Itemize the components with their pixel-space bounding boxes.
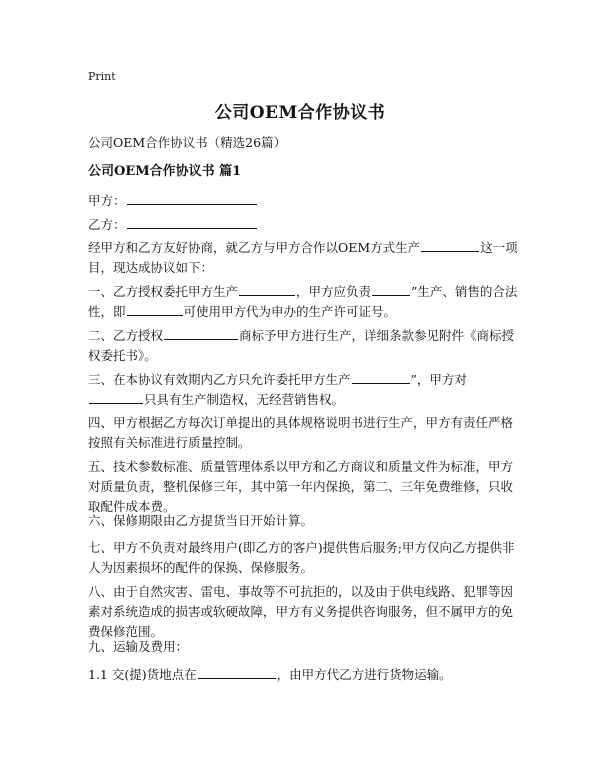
party-b-blank (127, 216, 257, 229)
party-a-blank (127, 192, 257, 205)
paragraph-intro-text-1: 经甲方和乙方友好协商，就乙方与甲方合作以OEM方式生产 (88, 240, 421, 255)
clause-2 (88, 326, 518, 366)
clause-1-text-1: 一、乙方授权委托甲方生产 (88, 284, 239, 299)
party-a-line (88, 191, 258, 209)
clause-3-blank-2 (89, 391, 143, 404)
party-a-label: 甲方： (88, 193, 126, 208)
clause-8: 八、由于自然灾害、雷电、事故等不可抗拒的，以及由于供电线路、犯罪等因素对系统造成的损害或软硬故障，甲方有义务提供咨询服务，但不属甲方的免费保修范围。 (88, 584, 514, 639)
clause-2-text-1: 二、乙方授权 (88, 328, 164, 343)
clause-1-blank-2 (372, 283, 410, 296)
section-title: 公司OEM合作协议书 篇1 (88, 164, 242, 179)
clause-1-blank-1 (239, 283, 295, 296)
clause-9: 九、运输及费用： (88, 639, 189, 654)
paragraph-intro (88, 238, 518, 278)
clause-5: 五、技术参数标准、质量管理体系以甲方和乙方商议和质量文件为标准，甲方对质量负责，整机保修三年，其中第一年内保换，第二、三年免费维修，只收取配件成本费。 (88, 459, 514, 514)
print-link[interactable]: Print (88, 70, 116, 83)
clause-6: 六、保修期限由乙方提货当日开始计算。 (88, 513, 314, 528)
paragraph-intro-text-2: 这一项目，现达成协议如下： (88, 240, 518, 275)
clause-9-1-text-1: 1.1 交(提)货地点在 (88, 667, 197, 682)
clause-3-blank-1 (352, 371, 410, 384)
clause-1-text-3: ”生产、销售的合法性，即 (88, 284, 518, 319)
clause-9-1 (88, 665, 452, 683)
clause-3-text-3: 只具有生产制造权，无经营销售权。 (144, 392, 345, 407)
clause-1-text-2: ，甲方应负责 (296, 284, 372, 299)
document-title: 公司OEM合作协议书 (214, 103, 386, 123)
clause-2-text-2: 商标予甲方进行生产，详细条款参见附件《商标授权委托书》。 (88, 328, 515, 363)
clause-3-text-1: 三、在本协议有效期内乙方只允许委托甲方生产 (88, 372, 351, 387)
clause-1 (88, 282, 518, 322)
clause-3-text-2: ”，甲方对 (410, 372, 467, 387)
product-blank (421, 239, 479, 252)
party-b-label: 乙方： (88, 217, 126, 232)
clause-2-blank (164, 327, 238, 340)
document-subtitle: 公司OEM合作协议书（精选26篇） (88, 135, 287, 150)
clause-1-blank-3 (127, 303, 183, 316)
party-b-line (88, 215, 258, 233)
clause-9-1-text-2: ，由甲方代乙方进行货物运输。 (276, 667, 452, 682)
clause-1-text-4: 可使用甲方代为申办的生产许可证号。 (183, 304, 397, 319)
clause-4: 四、甲方根据乙方每次订单提出的具体规格说明书进行生产，甲方有责任严格按照有关标准进行质量控制。 (88, 415, 514, 450)
clause-3 (88, 370, 518, 410)
clause-7: 七、甲方不负责对最终用户(即乙方的客户)提供售后服务;甲方仅向乙方提供非人为因素损坏的配件的保换、保修服务。 (88, 540, 515, 575)
delivery-location-blank (198, 666, 276, 679)
